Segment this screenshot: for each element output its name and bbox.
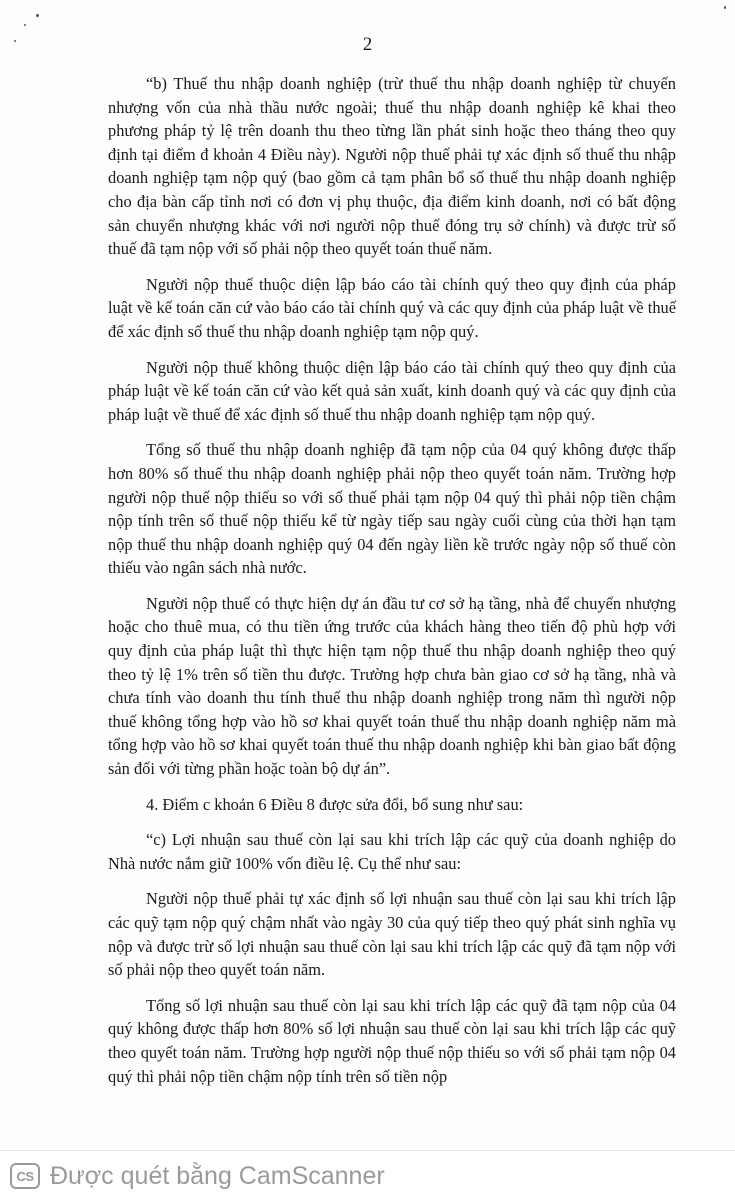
scan-speck bbox=[24, 24, 26, 26]
scan-speck bbox=[36, 14, 39, 17]
paragraph: Người nộp thuế không thuộc diện lập báo cáo tài chính quý theo quy định của pháp luật về kế toán căn cứ vào kết quả sản xuất, kinh doanh quý và các quy định của pháp luật về thuế để xác định số thuế thu nhập doanh nghiệp tạm nộp quý. bbox=[108, 357, 676, 424]
paragraph: “b) Thuế thu nhập doanh nghiệp (trừ thuế thu nhập doanh nghiệp từ chuyển nhượng vốn của nhà thầu nước ngoài; thuế thu nhập doanh nghiệp kê khai theo phương pháp tỷ lệ trên doanh thu theo từng lần phát sinh hoặc theo tháng theo quy định tại điểm đ khoản 4 Điều này). Người nộp thuế phải tự xác định số thuế thu nhập doanh nghiệp tạm nộp quý (bao gồm cả tạm phân bổ số thuế thu nhập doanh nghiệp cho địa bàn cấp tỉnh nơi có đơn vị phụ thuộc, địa điểm kinh doanh, nơi có bất động sản chuyển nhượng khác với nơi người nộp thuế đóng trụ sở chính) và được trừ số thuế đã tạm nộp với số phải nộp theo quyết toán thuế năm. bbox=[108, 74, 676, 259]
paragraph: Người nộp thuế thuộc diện lập báo cáo tài chính quý theo quy định của pháp luật về kế toán căn cứ vào báo cáo tài chính quý và các quy định của pháp luật về thuế để xác định số thuế thu nhập doanh nghiệp tạm nộp quý. bbox=[108, 274, 676, 341]
document-body bbox=[108, 72, 676, 1100]
camscanner-watermark: Được quét bằng CamScanner bbox=[50, 1161, 385, 1190]
scan-speck bbox=[724, 6, 726, 9]
paragraph: Người nộp thuế có thực hiện dự án đầu tư cơ sở hạ tầng, nhà để chuyển nhượng hoặc cho thuê mua, có thu tiền ứng trước của khách hàng theo tiến độ phù hợp với quy định của pháp luật thì thực hiện tạm nộp thuế thu nhập doanh nghiệp theo quý theo tỷ lệ 1% trên số tiền thu được. Trường hợp chưa bàn giao cơ sở hạ tầng, nhà và chưa tính vào doanh thu tính thuế thu nhập doanh nghiệp trong năm thì người nộp thuế không tổng hợp vào hồ sơ khai quyết toán thuế thu nhập doanh nghiệp năm mà tổng hợp vào hồ sơ khai quyết toán thuế thu nhập doanh nghiệp khi bàn giao bất động sản đối với từng phần hoặc toàn bộ dự án”. bbox=[108, 593, 676, 779]
paragraph: Tổng số lợi nhuận sau thuế còn lại sau khi trích lập các quỹ đã tạm nộp của 04 quý không được thấp hơn 80% số lợi nhuận sau thuế còn lại sau khi trích lập các quỹ theo quyết toán năm. Trường hợp người nộp thuế nộp thiếu so với số phải tạm nộp 04 quý thì phải nộp tiền chậm nộp tính trên số tiền nộp bbox=[108, 995, 676, 1086]
paragraph: “c) Lợi nhuận sau thuế còn lại sau khi trích lập các quỹ của doanh nghiệp do Nhà nước nắm giữ 100% vốn điều lệ. Cụ thể như sau: bbox=[108, 830, 676, 873]
paragraph: Tổng số thuế thu nhập doanh nghiệp đã tạm nộp của 04 quý không được thấp hơn 80% số thuế thu nhập doanh nghiệp phải nộp theo quyết toán năm. Trường hợp người nộp thuế nộp thiếu so với số thuế phải tạm nộp 04 quý thì phải nộp tiền chậm nộp tính trên số thuế nộp thiếu kể từ ngày tiếp sau ngày cuối cùng của thời hạn tạm nộp thuế thu nhập doanh nghiệp quý 04 đến ngày liền kề trước ngày nộp số thuế còn thiếu vào ngân sách nhà nước. bbox=[108, 440, 676, 578]
camscanner-logo-icon: CS bbox=[10, 1163, 40, 1189]
paragraph: 4. Điểm c khoản 6 Điều 8 được sửa đổi, bổ sung như sau: bbox=[146, 794, 524, 814]
scanner-footer bbox=[0, 1150, 735, 1201]
page-number: 2 bbox=[362, 34, 373, 55]
paragraph: Người nộp thuế phải tự xác định số lợi nhuận sau thuế còn lại sau khi trích lập các quỹ tạm nộp quý chậm nhất vào ngày 30 của quý tiếp theo quý phát sinh nghĩa vụ nộp và được trừ số lợi nhuận sau thuế còn lại sau khi trích lập các quỹ đã tạm nộp với số phải nộp theo quyết toán năm. bbox=[108, 889, 676, 980]
